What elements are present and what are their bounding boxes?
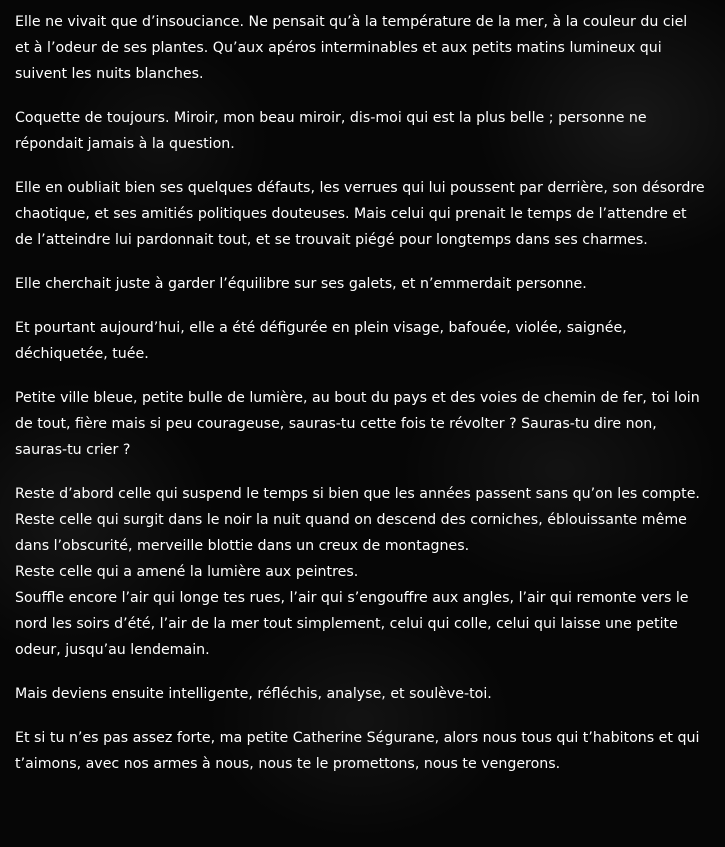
paragraph-insouciance: Elle ne vivait que d’insouciance. Ne pensait qu’à la température de la mer, à la couleur du ciel et à l’odeur de ses plantes. Qu’aux apéros interminables et aux petits matins lumineux qui suivent les nuits blanches. [15, 14, 688, 82]
article-body [15, 9, 705, 795]
paragraph-equilibre: Elle cherchait juste à garder l’équilibre sur ses galets, et n’emmerdait personne. [15, 276, 587, 292]
paragraph-coquette: Coquette de toujours. Miroir, mon beau miroir, dis-moi qui est la plus belle ; personne ne répondait jamais à la question. [15, 110, 647, 152]
stanza-reste [15, 481, 705, 663]
line-reste-peintres: Reste celle qui a amené la lumière aux peintres. [15, 564, 359, 580]
line-reste-temps: Reste d’abord celle qui suspend le temps si bien que les années passent sans qu’on les compte. [15, 486, 700, 502]
line-reste-noir: Reste celle qui surgit dans le noir la nuit quand on descend des corniches, éblouissante même dans l’obscurité, merveille blottie dans un creux de montagnes. [15, 512, 687, 554]
paragraph-vengerons: Et si tu n’es pas assez forte, ma petite Catherine Ségurane, alors nous tous qui t’habitons et qui t’aimons, avec nos armes à nous, nous te le promettons, nous te vengerons. [15, 730, 700, 772]
paragraph-souleve-toi: Mais deviens ensuite intelligente, réfléchis, analyse, et soulève-toi. [15, 686, 492, 702]
paragraph-defiguree: Et pourtant aujourd’hui, elle a été défigurée en plein visage, bafouée, violée, saignée, déchiquetée, tuée. [15, 320, 627, 362]
paragraph-petite-ville: Petite ville bleue, petite bulle de lumière, au bout du pays et des voies de chemin de fer, toi loin de tout, fière mais si peu courageuse, sauras-tu cette fois te révolter ? Sauras-tu dire non, sauras-tu crier ? [15, 390, 700, 458]
line-souffle-air: Souffle encore l’air qui longe tes rues, l’air qui s’engouffre aux angles, l’air qui remonte vers le nord les soirs d’été, l’air de la mer tout simplement, celui qui colle, celui qui laisse une petite odeur, jusqu’au lendemain. [15, 590, 689, 658]
paragraph-defauts: Elle en oubliait bien ses quelques défauts, les verrues qui lui poussent par derrière, son désordre chaotique, et ses amitiés politiques douteuses. Mais celui qui prenait le temps de l’attendre et de l’atteindre lui pardonnait tout, et se trouvait piégé pour longtemps dans ses charmes. [15, 180, 705, 248]
